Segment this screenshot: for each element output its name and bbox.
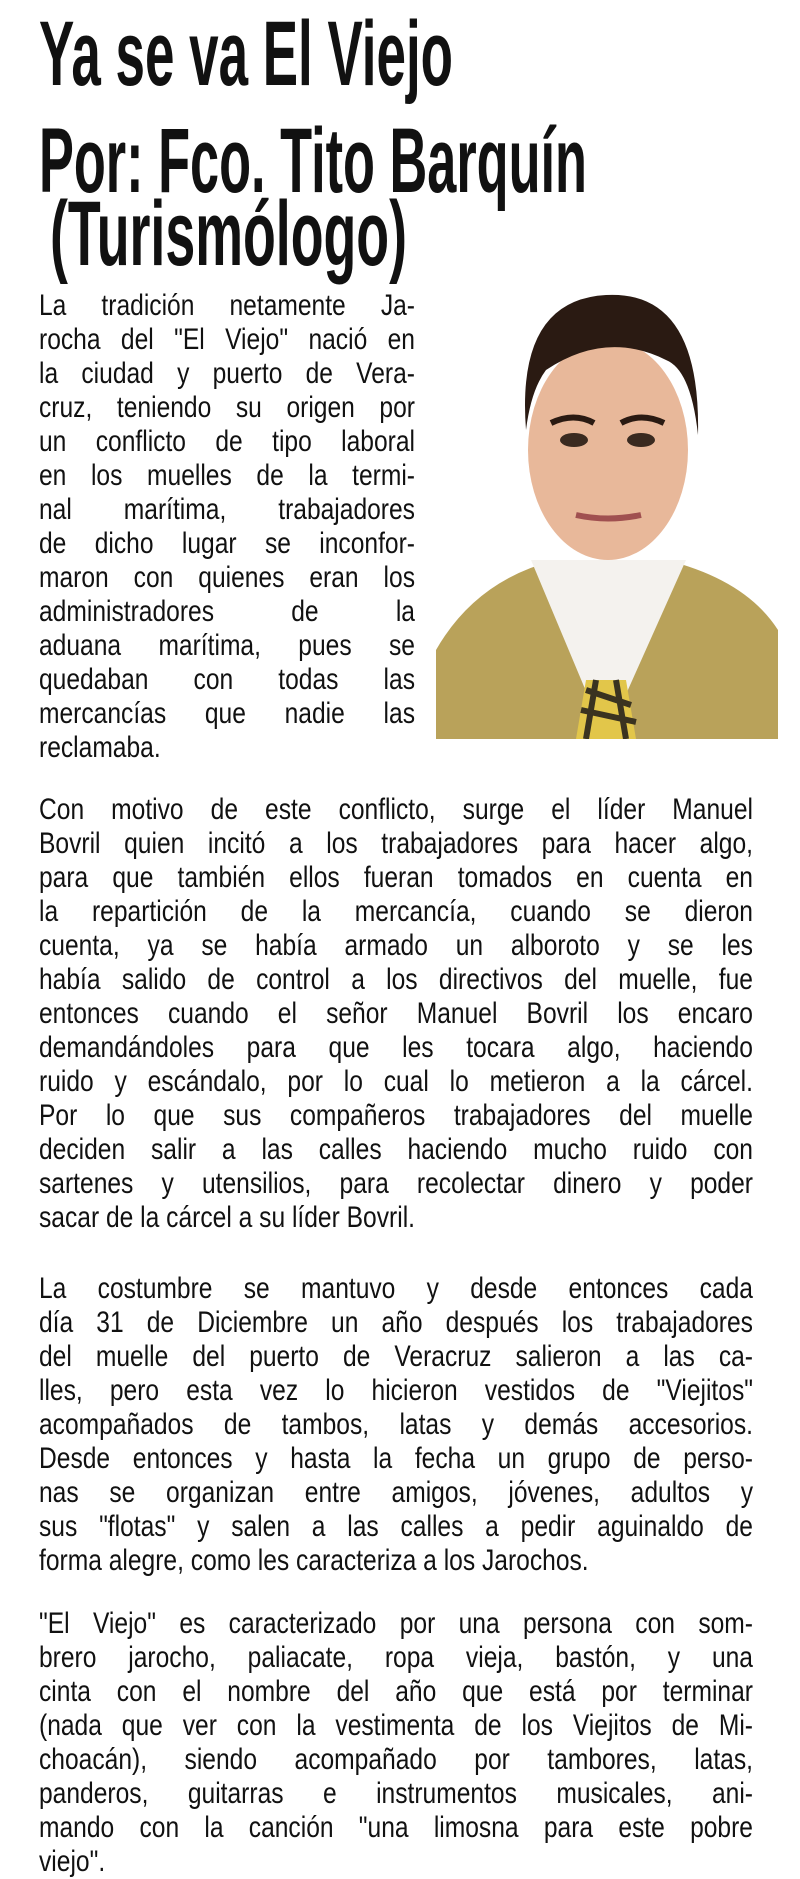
text-line: Desde entonces y hasta la fecha un grupo de perso- bbox=[39, 1442, 753, 1475]
text-line: maron con quienes eran los bbox=[39, 561, 415, 594]
text-line: aduana marítima, pues se bbox=[39, 629, 415, 662]
text-line: mando con la canción "una limosna para este pobre bbox=[39, 1811, 753, 1844]
text-line: Con motivo de este conflicto, surge el líder Manuel bbox=[39, 793, 753, 826]
text-line: de dicho lugar se inconfor- bbox=[39, 527, 415, 560]
text-line: rocha del "El Viejo" nació en bbox=[39, 323, 415, 356]
text-line: sacar de la cárcel a su líder Bovril. bbox=[39, 1201, 415, 1234]
text-line: la repartición de la mercancía, cuando se dieron bbox=[39, 895, 753, 928]
text-line: cinta con el nombre del año que está por terminar bbox=[39, 1675, 753, 1708]
paragraph-3 bbox=[39, 1272, 753, 1578]
text-line: lles, pero esta vez lo hicieron vestidos de "Viejitos" bbox=[39, 1374, 753, 1407]
text-line: del muelle del puerto de Veracruz salieron a las ca- bbox=[39, 1340, 753, 1373]
text-line: "El Viejo" es caracterizado por una persona con som- bbox=[39, 1607, 753, 1640]
text-line: cuenta, ya se había armado un alboroto y se les bbox=[39, 929, 753, 962]
paragraph-1 bbox=[39, 289, 415, 765]
text-line: la ciudad y puerto de Vera- bbox=[39, 357, 415, 390]
author-role: (Turismólogo) bbox=[50, 183, 407, 285]
text-line: nal marítima, trabajadores bbox=[39, 493, 415, 526]
author-photo bbox=[436, 260, 778, 739]
text-line: deciden salir a las calles haciendo mucho ruido con bbox=[39, 1133, 753, 1166]
text-line: quedaban con todas las bbox=[39, 663, 415, 696]
text-line: un conflicto de tipo laboral bbox=[39, 425, 415, 458]
text-line: día 31 de Diciembre un año después los trabajadores bbox=[39, 1306, 753, 1339]
text-line: demandándoles para que les tocara algo, haciendo bbox=[39, 1031, 753, 1064]
text-line: administradores de la bbox=[39, 595, 415, 628]
paragraph-4 bbox=[39, 1607, 753, 1879]
text-line: en los muelles de la termi- bbox=[39, 459, 415, 492]
text-line: acompañados de tambos, latas y demás accesorios. bbox=[39, 1408, 753, 1441]
text-line: reclamaba. bbox=[39, 731, 161, 764]
text-line: entonces cuando el señor Manuel Bovril los encaro bbox=[39, 997, 753, 1030]
text-line: (nada que ver con la vestimenta de los Viejitos de Mi- bbox=[39, 1709, 753, 1742]
text-line: brero jarocho, paliacate, ropa vieja, bastón, y una bbox=[39, 1641, 753, 1674]
article-title: Ya se va El Viejo bbox=[39, 3, 453, 105]
text-line: viejo". bbox=[39, 1845, 106, 1878]
paragraph-2 bbox=[39, 793, 753, 1235]
text-line: La tradición netamente Ja- bbox=[39, 289, 415, 322]
article-byline: Por: Fco. Tito Barquín bbox=[39, 110, 587, 212]
text-line: cruz, teniendo su origen por bbox=[39, 391, 415, 424]
text-line: choacán), siendo acompañado por tambores, latas, bbox=[39, 1743, 753, 1776]
text-line: La costumbre se mantuvo y desde entonces cada bbox=[39, 1272, 753, 1305]
text-line: sus "flotas" y salen a las calles a pedir aguinaldo de bbox=[39, 1510, 753, 1543]
text-line: nas se organizan entre amigos, jóvenes, adultos y bbox=[39, 1476, 753, 1509]
text-line: forma alegre, como les caracteriza a los Jarochos. bbox=[39, 1544, 589, 1577]
text-line: Por lo que sus compañeros trabajadores del muelle bbox=[39, 1099, 753, 1132]
text-line: había salido de control a los directivos del muelle, fue bbox=[39, 963, 753, 996]
text-line: mercancías que nadie las bbox=[39, 697, 415, 730]
text-line: Bovril quien incitó a los trabajadores para hacer algo, bbox=[39, 827, 753, 860]
text-line: sartenes y utensilios, para recolectar dinero y poder bbox=[39, 1167, 753, 1200]
text-line: ruido y escándalo, por lo cual lo metieron a la cárcel. bbox=[39, 1065, 753, 1098]
text-line: para que también ellos fueran tomados en cuenta en bbox=[39, 861, 753, 894]
text-line: panderos, guitarras e instrumentos musicales, ani- bbox=[39, 1777, 753, 1810]
